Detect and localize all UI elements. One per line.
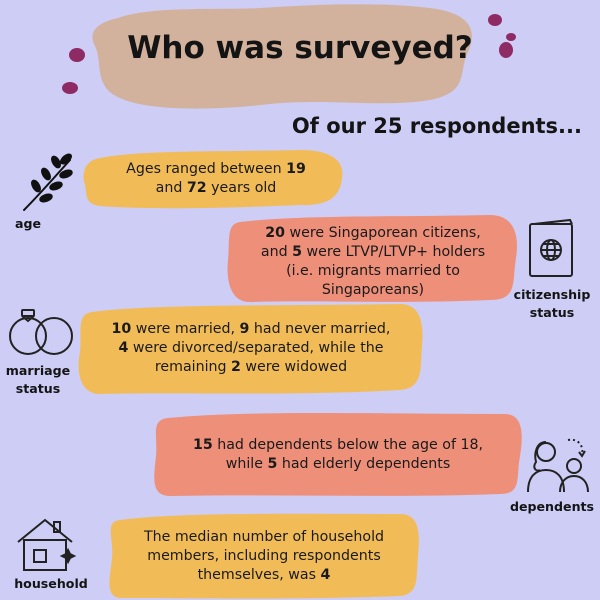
- text-line: [238, 224, 508, 243]
- text-line: [118, 566, 410, 585]
- dependents-icon: [524, 432, 594, 494]
- highlight-number: 5: [267, 456, 278, 472]
- text-line: [90, 358, 412, 377]
- age-label: age: [14, 216, 42, 231]
- highlight-number: 5: [292, 244, 302, 260]
- house-icon: [12, 514, 78, 574]
- age-text: [100, 160, 332, 198]
- text-line: [238, 243, 508, 262]
- passport-icon: [526, 218, 578, 278]
- text-line: [118, 528, 410, 547]
- highlight-number: 10: [111, 321, 132, 337]
- wedding-rings-icon: [2, 304, 80, 358]
- household-text: [118, 528, 410, 585]
- page-title: Who was surveyed?: [127, 30, 473, 66]
- text-segment: had dependents below the age of 18,: [212, 437, 484, 453]
- text-segment: years old: [206, 180, 277, 196]
- text-line: [168, 436, 508, 455]
- text-segment: (i.e. migrants married to: [286, 263, 460, 279]
- dependents-text: [168, 436, 508, 474]
- text-line: [90, 339, 412, 358]
- text-line: [118, 547, 410, 566]
- page-subtitle: Of our 25 respondents...: [291, 114, 582, 138]
- highlight-number: 2: [231, 359, 241, 375]
- text-segment: were Singaporean citizens,: [285, 225, 481, 241]
- citizenship-label-line: citizenship: [513, 287, 591, 302]
- text-segment: remaining: [154, 359, 232, 375]
- decor-dot: [499, 42, 513, 58]
- text-segment: were married,: [131, 321, 240, 337]
- highlight-number: 9: [239, 321, 250, 337]
- text-line: [168, 455, 508, 474]
- citizenship-text: [238, 224, 508, 300]
- leaf-branch-icon: [18, 152, 78, 214]
- text-segment: had never married,: [249, 321, 391, 337]
- highlight-number: 4: [320, 567, 331, 583]
- highlight-number: 19: [286, 161, 306, 177]
- text-line: [100, 179, 332, 198]
- citizenship-label: [506, 286, 598, 322]
- highlight-number: 20: [265, 225, 286, 241]
- text-segment: and: [155, 180, 187, 196]
- text-segment: were divorced/separated, while the: [128, 340, 384, 356]
- text-segment: had elderly dependents: [277, 456, 451, 472]
- highlight-number: 4: [118, 340, 129, 356]
- text-segment: while: [225, 456, 268, 472]
- decor-dot: [488, 14, 502, 26]
- text-line: [90, 320, 412, 339]
- text-segment: Ages ranged between: [126, 161, 287, 177]
- text-segment: The median number of household: [143, 529, 385, 545]
- text-segment: members, including respondents: [147, 548, 381, 564]
- marriage-label: [2, 362, 74, 398]
- text-segment: themselves, was: [197, 567, 321, 583]
- text-line: [238, 262, 508, 281]
- highlight-number: 72: [186, 180, 207, 196]
- dependents-label: dependents: [509, 499, 595, 514]
- marriage-label-line: status: [15, 381, 61, 396]
- highlight-number: 15: [192, 437, 213, 453]
- text-line: [100, 160, 332, 179]
- citizenship-label-line: status: [529, 305, 575, 320]
- household-label: household: [14, 576, 88, 591]
- text-segment: and: [260, 244, 293, 260]
- text-segment: Singaporeans): [321, 282, 425, 298]
- text-segment: were widowed: [240, 359, 348, 375]
- decor-dot: [62, 82, 78, 94]
- decor-dot: [506, 33, 516, 41]
- text-segment: were LTVP/LTVP+ holders: [301, 244, 486, 260]
- text-line: [238, 281, 508, 300]
- marriage-text: [90, 320, 412, 377]
- marriage-label-line: marriage: [5, 363, 71, 378]
- decor-dot: [69, 48, 85, 62]
